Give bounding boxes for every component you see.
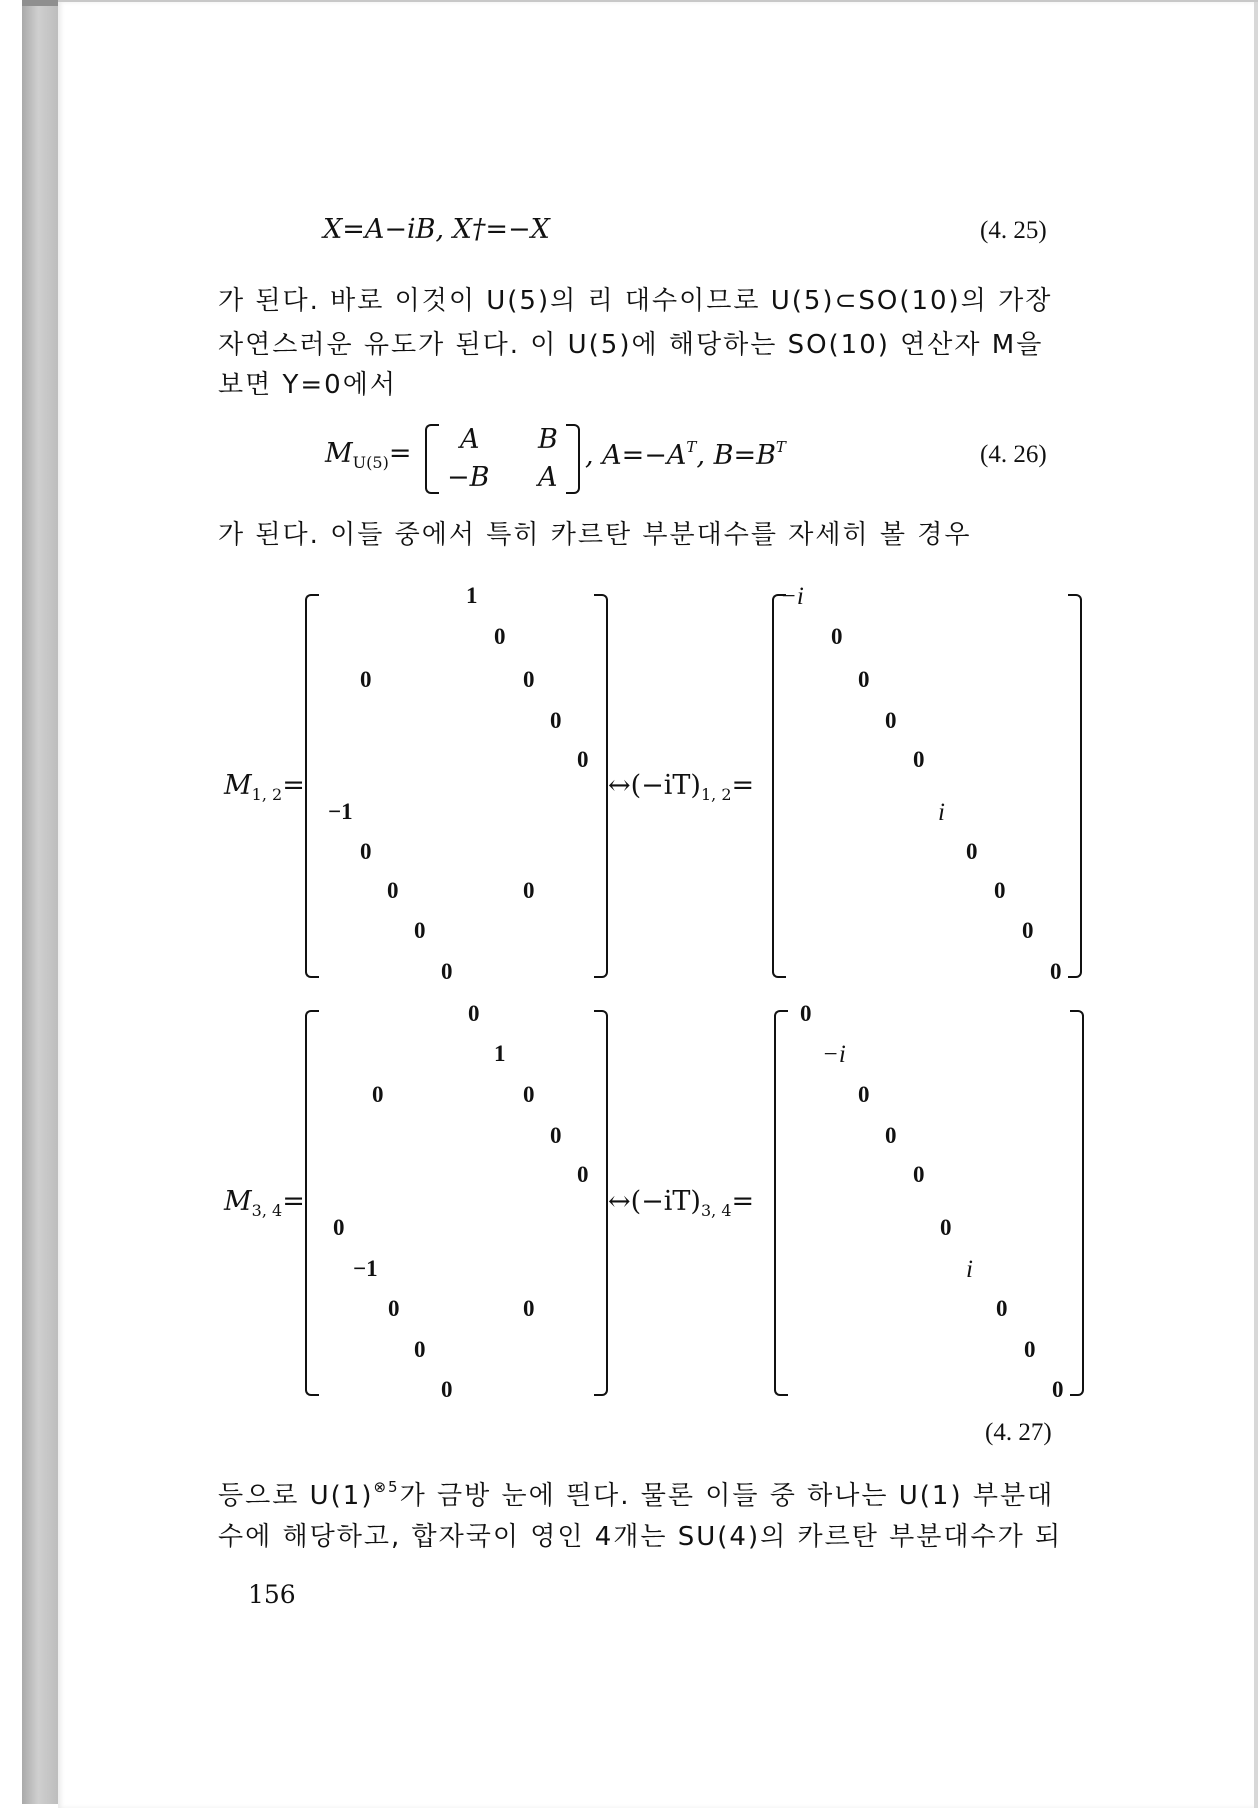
m12-label-m: M <box>224 770 252 801</box>
m34-left-entry: 1 <box>494 1041 506 1066</box>
m12-arrow-sub: 1, 2 <box>700 785 732 804</box>
m34-left-entry: 0 <box>523 1296 535 1321</box>
m12-left-entry: 0 <box>550 708 562 733</box>
m12-label-eq: = <box>282 770 305 801</box>
m34-right-entry: 0 <box>913 1162 925 1187</box>
eq-4-26-number: (4. 26) <box>980 441 1047 468</box>
m34-left-entry: 0 <box>414 1337 426 1362</box>
m12-right-entry: 0 <box>831 624 843 649</box>
m34-right-bracket-left <box>774 1010 788 1396</box>
m12-right-entry: 0 <box>1022 918 1034 943</box>
m34-right-entry: 0 <box>1052 1377 1064 1402</box>
m12-arrow <box>608 772 754 803</box>
m34-right-entry: 0 <box>996 1296 1008 1321</box>
m34-label-sub: 3, 4 <box>251 1201 283 1220</box>
m34-right-entry: −i <box>822 1041 846 1068</box>
m34-left-bracket-left <box>305 1010 319 1396</box>
eq-4-26-lhs <box>325 440 411 471</box>
m12-right-entry: 0 <box>1050 959 1062 984</box>
eq-4-26-eq: = <box>388 438 412 469</box>
m34-left-entry: 0 <box>468 1001 480 1026</box>
m12-right-bracket-left <box>772 594 786 978</box>
m34-right-entry: 0 <box>940 1215 952 1240</box>
eq-4-25: X=A−iB, X†=−X <box>323 214 550 245</box>
m34-right-entry: i <box>966 1256 973 1283</box>
eq-4-26-a22: A <box>538 462 558 493</box>
eq-4-26-m: M <box>325 438 353 469</box>
m12-right-entry: −i <box>780 583 804 610</box>
m34-right-entry: 0 <box>1024 1337 1036 1362</box>
eq-4-26-rhs-sup2: T <box>775 438 786 456</box>
m12-left-entry: 0 <box>360 839 372 864</box>
m34-left-entry: 0 <box>441 1377 453 1402</box>
m12-right-entry: 0 <box>885 708 897 733</box>
m12-left-entry: 0 <box>414 918 426 943</box>
m12-right-entry: 0 <box>858 667 870 692</box>
para1-line1: 가 된다. 바로 이것이 U(5)의 리 대수이므로 U(5)⊂SO(10)의 가장 <box>218 286 1053 316</box>
m12-right-entry: 0 <box>966 839 978 864</box>
para2: 가 된다. 이들 중에서 특히 카르탄 부분대수를 자세히 볼 경우 <box>218 520 972 550</box>
para1-line3: 보면 Y=0에서 <box>218 370 397 400</box>
m12-left-entry: 0 <box>387 878 399 903</box>
m34-arrow-sub: 3, 4 <box>700 1201 732 1220</box>
para3-line1 <box>218 1480 1054 1509</box>
m12-left-bracket-right <box>594 594 608 978</box>
m12-label <box>224 772 305 803</box>
m12-arrow-eq: = <box>731 770 755 801</box>
book-spine <box>22 6 58 1804</box>
m34-right-bracket-right <box>1070 1010 1084 1396</box>
m12-right-bracket-right <box>1068 594 1082 978</box>
eq-4-26-a11: A <box>460 424 480 455</box>
eq-4-26-sub: U(5) <box>352 453 389 472</box>
eq-4-26-rhs-a: , A=−A <box>585 440 687 471</box>
eq-4-26-rhs-sup1: T <box>686 438 697 456</box>
eq-4-26-bracket-left <box>425 424 439 494</box>
m12-right-entry: i <box>938 799 945 826</box>
page-number: 156 <box>248 1580 296 1609</box>
m34-label <box>224 1188 305 1219</box>
para3-line1-b: 가 금방 눈에 띈다. 물론 이들 중 하나는 U(1) 부분대 <box>399 1481 1055 1511</box>
m34-arrow <box>608 1188 754 1219</box>
m12-left-entry: 0 <box>523 667 535 692</box>
m34-left-entry: 0 <box>577 1162 589 1187</box>
m12-arrow-text: ↔(−iT) <box>608 770 701 801</box>
m34-arrow-eq: = <box>731 1186 755 1217</box>
m34-label-eq: = <box>282 1186 305 1217</box>
para3-line1-sup: ⊗5 <box>373 1478 400 1496</box>
m12-left-entry: 1 <box>466 583 478 608</box>
m12-left-bracket-left <box>305 594 319 978</box>
m12-right-entry: 0 <box>913 747 925 772</box>
m34-left-entry: 0 <box>550 1123 562 1148</box>
para3-line2: 수에 해당하고, 합자국이 영인 4개는 SU(4)의 카르탄 부분대수가 되 <box>218 1522 1063 1552</box>
para1-line2: 자연스러운 유도가 된다. 이 U(5)에 해당하는 SO(10) 연산자 M을 <box>218 330 1044 360</box>
eq-4-26-bracket-right <box>566 424 580 494</box>
m34-left-entry: 0 <box>372 1082 384 1107</box>
m34-right-entry: 0 <box>800 1001 812 1026</box>
eq-4-27-number: (4. 27) <box>985 1419 1052 1446</box>
m12-left-entry: −1 <box>328 799 353 824</box>
m12-label-sub: 1, 2 <box>251 785 283 804</box>
m34-left-entry: −1 <box>353 1256 378 1281</box>
m12-left-entry: 0 <box>441 959 453 984</box>
m34-left-entry: 0 <box>523 1082 535 1107</box>
page-edge <box>1254 2 1258 1808</box>
m34-left-entry: 0 <box>388 1296 400 1321</box>
m34-arrow-text: ↔(−iT) <box>608 1186 701 1217</box>
m34-left-entry: 0 <box>333 1215 345 1240</box>
m34-label-m: M <box>224 1186 252 1217</box>
eq-4-25-number: (4. 25) <box>980 217 1047 244</box>
m34-left-bracket-right <box>594 1010 608 1396</box>
m34-right-entry: 0 <box>858 1082 870 1107</box>
m12-left-entry: 0 <box>494 624 506 649</box>
eq-4-26-rhs <box>585 440 786 469</box>
m34-right-entry: 0 <box>885 1123 897 1148</box>
m12-left-entry: 0 <box>523 878 535 903</box>
m12-left-entry: 0 <box>577 747 589 772</box>
eq-4-26-rhs-b: , B=B <box>696 440 776 471</box>
m12-right-entry: 0 <box>994 878 1006 903</box>
eq-4-26-a12: B <box>538 424 558 455</box>
m12-left-entry: 0 <box>360 667 372 692</box>
para3-line1-a: 등으로 U(1) <box>218 1481 374 1511</box>
eq-4-26-a21: −B <box>447 462 490 493</box>
